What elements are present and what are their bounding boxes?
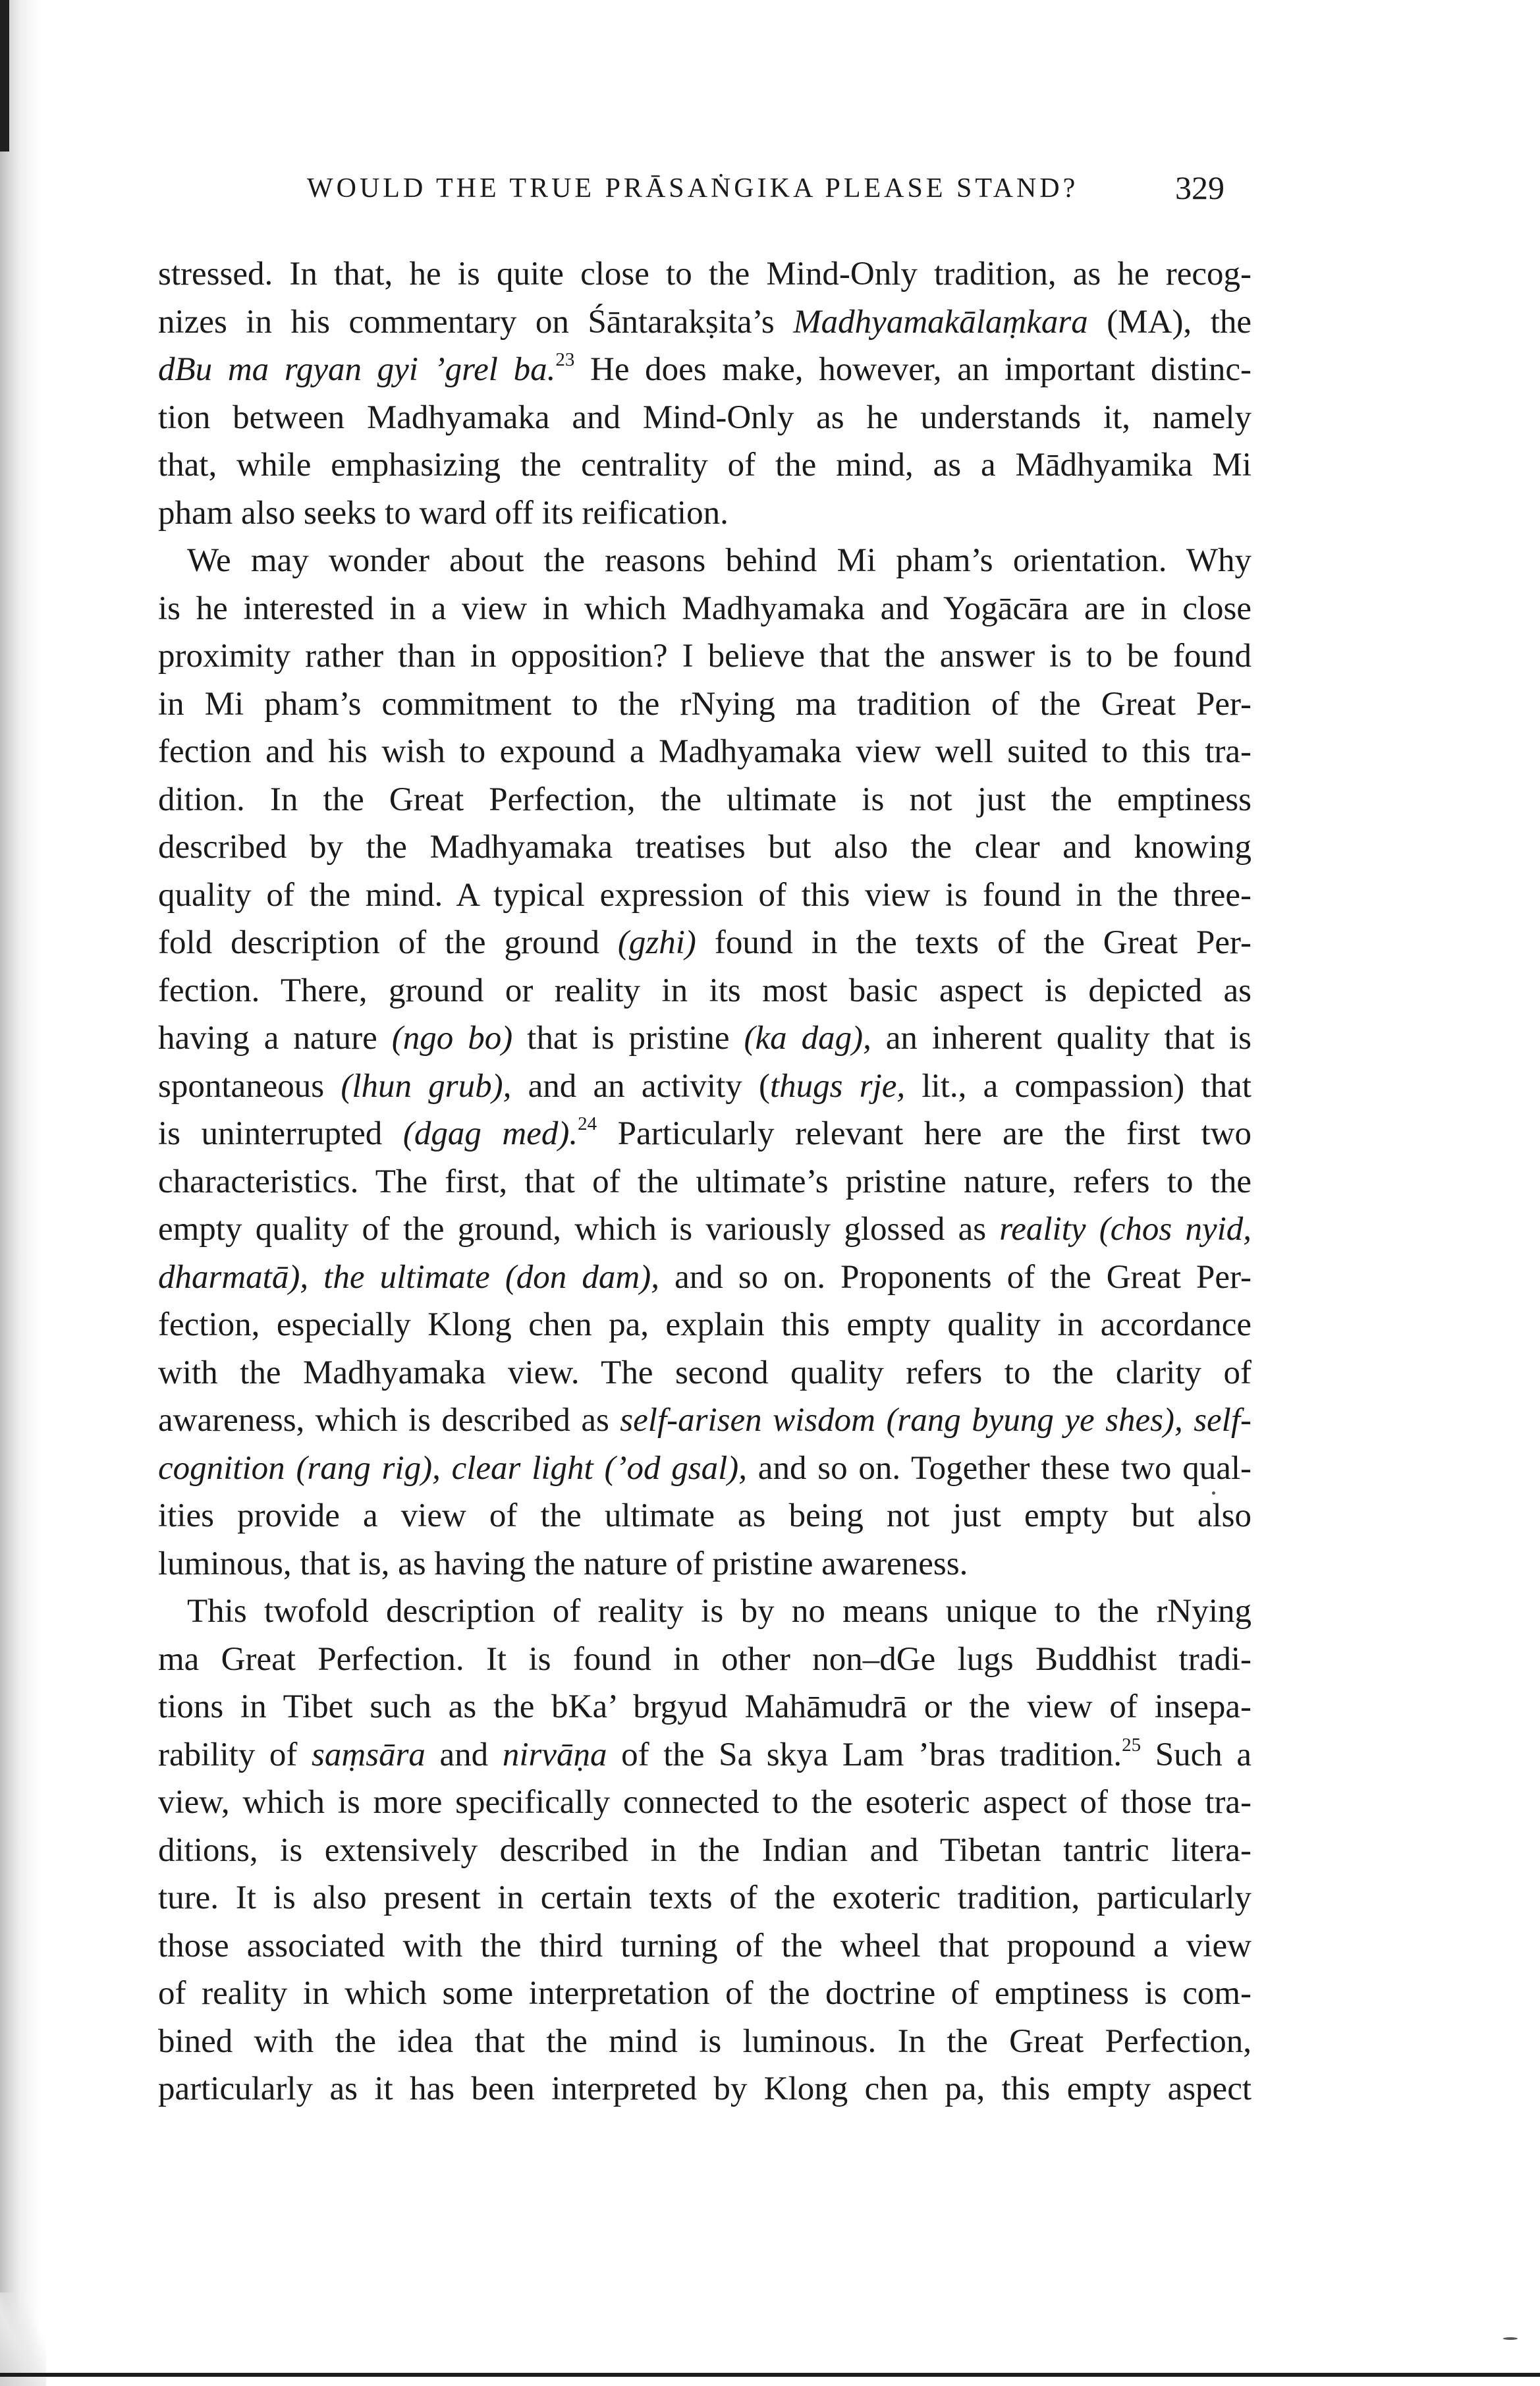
- text-line: [158, 298, 1251, 347]
- italic-term: (gzhi): [617, 924, 696, 961]
- italic-term: cognition (rang rig), clear light (’od gsal),: [158, 1449, 748, 1487]
- text-run: This twofold description of reality is by no means unique to the rNying: [187, 1593, 1251, 1630]
- text-line: [158, 489, 1251, 538]
- text-line: [158, 1206, 1251, 1254]
- scan-bottom-edge: [0, 2373, 1540, 2377]
- text-line: [158, 1397, 1251, 1445]
- text-run: is he interested in a view in which Madhyamaka and Yogācāra are in close: [158, 590, 1251, 627]
- text-run: bined with the idea that the mind is luminous. In the Great Perfection,: [158, 2022, 1251, 2060]
- italic-term: (lhun grub),: [341, 1067, 512, 1105]
- text-run: particularly as it has been interpreted by Klong chen pa, this empty aspect: [158, 2070, 1251, 2107]
- text-run: ma Great Perfection. It is found in other non–dGe lugs Buddhist tradi-: [158, 1640, 1251, 1678]
- italic-term: (dgag med).: [402, 1115, 578, 1152]
- page-header: [0, 169, 1540, 215]
- text-run: empty quality of the ground, which is variously glossed as: [158, 1211, 1000, 1248]
- text-run: fold description of the ground: [158, 924, 618, 961]
- text-run: pham also seeks to ward off its reification.: [158, 494, 729, 532]
- text-run: fection. There, ground or reality in its most basic aspect is depicted as: [158, 972, 1251, 1009]
- text-run: Such a: [1141, 1736, 1252, 1773]
- text-line: [158, 823, 1251, 872]
- text-run: of reality in which some interpretation of the doctrine of emptiness is com-: [158, 1975, 1251, 2012]
- text-line: [158, 394, 1251, 442]
- text-run: and an activity (: [511, 1067, 770, 1105]
- text-line: [158, 872, 1251, 920]
- text-line: [158, 1349, 1251, 1397]
- italic-term: (ngo bo): [391, 1020, 513, 1057]
- text-line: [158, 776, 1251, 824]
- running-head: WOULD THE TRUE PRĀSAṄGIKA PLEASE STAND?: [307, 173, 1079, 204]
- text-run: with the Madhyamaka view. The second quality refers to the clarity of: [158, 1354, 1251, 1391]
- text-run: He does make, however, an important distinc-: [574, 351, 1251, 388]
- text-line: [158, 680, 1251, 729]
- italic-term: thugs rje,: [769, 1067, 906, 1105]
- body-text: [158, 250, 1251, 2113]
- text-run: having a nature: [158, 1020, 392, 1057]
- scan-edge-shadow: [0, 0, 40, 2386]
- text-run: fection, especially Klong chen pa, explain this empty quality in accordance: [158, 1306, 1251, 1343]
- text-run: that is pristine: [512, 1020, 744, 1057]
- text-run: and so on. Together these two qual-: [747, 1449, 1251, 1487]
- text-line: [158, 1970, 1251, 2018]
- text-run: found in the texts of the Great Per-: [696, 924, 1251, 961]
- text-line: [158, 441, 1251, 489]
- text-line: [158, 537, 1251, 585]
- text-line: [158, 2065, 1251, 2113]
- text-line: [158, 1254, 1251, 1302]
- text-line: [158, 919, 1251, 967]
- text-run: in Mi pham’s commitment to the rNying ma tradition of the Great Per-: [158, 685, 1251, 723]
- text-run: luminous, that is, as having the nature of pristine awareness.: [158, 1545, 968, 1582]
- text-run: that, while emphasizing the centrality of the mind, as a Mādhyamika Mi: [158, 447, 1251, 484]
- text-line: [158, 1110, 1251, 1158]
- text-line: [158, 1874, 1251, 1922]
- text-line: [158, 967, 1251, 1015]
- scan-speck: [1503, 2337, 1518, 2340]
- text-line: [158, 1540, 1251, 1588]
- text-run: ture. It is also present in certain texts of the exoteric tradition, particularly: [158, 1879, 1251, 1916]
- text-run: lit., a compassion) that: [905, 1067, 1251, 1105]
- italic-term: dharmatā), the ultimate (don dam),: [158, 1258, 659, 1296]
- text-line: [158, 1014, 1251, 1063]
- text-run: dition. In the Great Perfection, the ultimate is not just the emptiness: [158, 781, 1251, 818]
- text-line: [158, 250, 1251, 298]
- text-run: proximity rather than in opposition? I believe that the answer is to be found: [158, 638, 1251, 675]
- text-run: of the Sa skya Lam ’bras tradition.: [607, 1736, 1122, 1773]
- text-run: those associated with the third turning of the wheel that propound a view: [158, 1927, 1251, 1964]
- text-line: [158, 1636, 1251, 1684]
- italic-term: Madhyamakālaṃkara: [793, 303, 1088, 341]
- italic-term: saṃsāra: [312, 1736, 426, 1773]
- text-line: [158, 1492, 1251, 1540]
- text-run: spontaneous: [158, 1067, 341, 1105]
- text-run: is uninterrupted: [158, 1115, 403, 1152]
- text-line: [158, 632, 1251, 680]
- text-run: (MA), the: [1087, 303, 1252, 341]
- text-run: stressed. In that, he is quite close to the Mind-Only tradition, as he recog-: [158, 256, 1251, 292]
- text-run: view, which is more specifically connected to the esoteric aspect of those tra-: [158, 1784, 1251, 1821]
- italic-term: dBu ma rgyan gyi ’grel ba.: [158, 351, 556, 388]
- text-line: [158, 1063, 1251, 1111]
- text-line: [158, 728, 1251, 776]
- text-line: [158, 1158, 1251, 1206]
- italic-term: reality (chos nyid,: [999, 1211, 1251, 1248]
- italic-term: self-arisen wisdom (rang byung ye shes), self-: [620, 1402, 1251, 1439]
- text-run: fection and his wish to expound a Madhyamaka view well suited to this tra-: [158, 733, 1251, 770]
- text-run: tions in Tibet such as the bKa’ brgyud Mahāmudrā or the view of insepa-: [158, 1688, 1251, 1725]
- scan-edge-binding: [0, 0, 9, 152]
- text-run: tion between Madhyamaka and Mind-Only as he understands it, namely: [158, 399, 1251, 436]
- text-run: We may wonder about the reasons behind Mi pham’s orientation. Why: [187, 542, 1251, 579]
- text-line: [158, 585, 1251, 633]
- text-run: rability of: [158, 1736, 312, 1773]
- text-run: and so on. Proponents of the Great Per-: [659, 1258, 1252, 1296]
- text-line: [158, 1588, 1251, 1636]
- text-line: [158, 346, 1251, 394]
- text-run: described by the Madhyamaka treatises but also the clear and knowing: [158, 829, 1251, 866]
- text-run: ities provide a view of the ultimate as being not just empty but also: [158, 1497, 1251, 1534]
- text-line: [158, 1922, 1251, 1970]
- italic-term: nirvāṇa: [502, 1736, 607, 1773]
- text-run: quality of the mind. A typical expression of this view is found in the three-: [158, 876, 1251, 914]
- footnote-marker: 25: [1122, 1734, 1141, 1756]
- text-run: Particularly relevant here are the first two: [597, 1115, 1252, 1152]
- text-run: awareness, which is described as: [158, 1402, 620, 1439]
- text-run: and: [425, 1736, 503, 1773]
- text-line: [158, 1683, 1251, 1731]
- italic-term: (ka dag),: [744, 1020, 871, 1057]
- text-run: nizes in his commentary on Śāntarakṣita’s: [158, 303, 794, 341]
- footnote-marker: 23: [555, 349, 575, 370]
- text-run: an inherent quality that is: [871, 1020, 1251, 1057]
- footnote-marker: 24: [578, 1113, 597, 1134]
- page-number: 329: [1175, 169, 1224, 206]
- text-run: characteristics. The first, that of the ultimate’s pristine nature, refers to the: [158, 1163, 1251, 1200]
- text-line: [158, 1731, 1251, 1779]
- text-line: [158, 2018, 1251, 2066]
- text-line: [158, 1445, 1251, 1493]
- scan-edge-corner: [0, 2292, 46, 2386]
- text-line: [158, 1827, 1251, 1875]
- text-line: [158, 1301, 1251, 1349]
- text-run: ditions, is extensively described in the Indian and Tibetan tantric litera-: [158, 1831, 1251, 1869]
- text-line: [158, 1779, 1251, 1827]
